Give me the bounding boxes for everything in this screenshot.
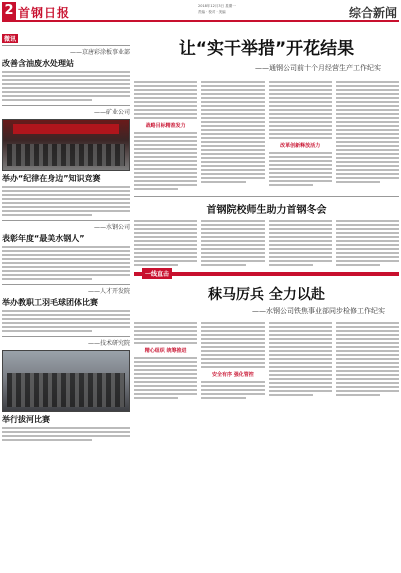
maintenance-subhead-a: 精心组织 统筹推进 bbox=[144, 348, 187, 354]
kicker-3: ——水钢公司 bbox=[2, 220, 130, 231]
article-body-5 bbox=[2, 427, 130, 441]
article-body-1 bbox=[2, 71, 130, 101]
news-tag: 微讯 bbox=[4, 36, 17, 43]
headline-winter-games: 首钢院校师生助力首钢冬会 bbox=[206, 205, 327, 216]
photo-tug-of-war bbox=[2, 350, 130, 412]
masthead-date: 2018年12月3日 星期一 bbox=[198, 4, 236, 8]
headline-5: 举行拔河比赛 bbox=[2, 415, 50, 424]
headline-maintenance: 秣马厉兵 全力以赴 bbox=[208, 287, 325, 303]
photo-quiz bbox=[2, 119, 130, 171]
kicker-4: ——人才开发院 bbox=[2, 284, 130, 295]
maintenance-subhead-b: 安全有序 强化管控 bbox=[212, 372, 254, 378]
article-body-3 bbox=[2, 246, 130, 280]
left-column bbox=[2, 26, 130, 571]
newspaper-logo: 首钢日报 bbox=[18, 6, 71, 20]
lead-headline: 让“实干举措”开花结果 bbox=[178, 39, 355, 59]
article-body-2 bbox=[2, 186, 130, 216]
kicker-5: ——技术研究院 bbox=[2, 336, 130, 347]
page-number: 2 bbox=[2, 2, 16, 20]
lead-subhead-b: 改革创新释放活力 bbox=[280, 143, 321, 149]
section-band bbox=[134, 272, 399, 276]
winter-games-body bbox=[134, 220, 399, 268]
right-column bbox=[134, 26, 399, 571]
headline-2: 举办“纪律在身边”知识竞赛 bbox=[2, 174, 101, 183]
maintenance-body bbox=[134, 322, 399, 401]
headline-4: 举办教职工羽毛球团体比赛 bbox=[2, 298, 98, 307]
article-body-4 bbox=[2, 310, 130, 332]
masthead-editors: 责编 · 校对 · 美编 bbox=[198, 10, 226, 14]
headline-3: 表彰年度“最美水钢人” bbox=[2, 234, 85, 243]
headline-1: 改善含油废水处理站 bbox=[2, 59, 74, 68]
lead-subhead-a: 战略目标精准发力 bbox=[145, 123, 186, 129]
subtitle-maintenance: ——水钢公司铁焦事业部同步检修工作纪实 bbox=[252, 307, 385, 315]
kicker-2: ——矿业公司 bbox=[2, 105, 130, 116]
lead-article-body bbox=[134, 81, 399, 192]
lead-subtitle: ——通钢公司前十个月经营生产工作纪实 bbox=[255, 64, 381, 72]
kicker-1: ——京唐彩涂板事业部 bbox=[2, 45, 130, 56]
section-title: 综合新闻 bbox=[348, 6, 397, 20]
band-tag: 一线直击 bbox=[142, 268, 172, 279]
masthead bbox=[2, 2, 399, 22]
divider bbox=[134, 196, 399, 197]
